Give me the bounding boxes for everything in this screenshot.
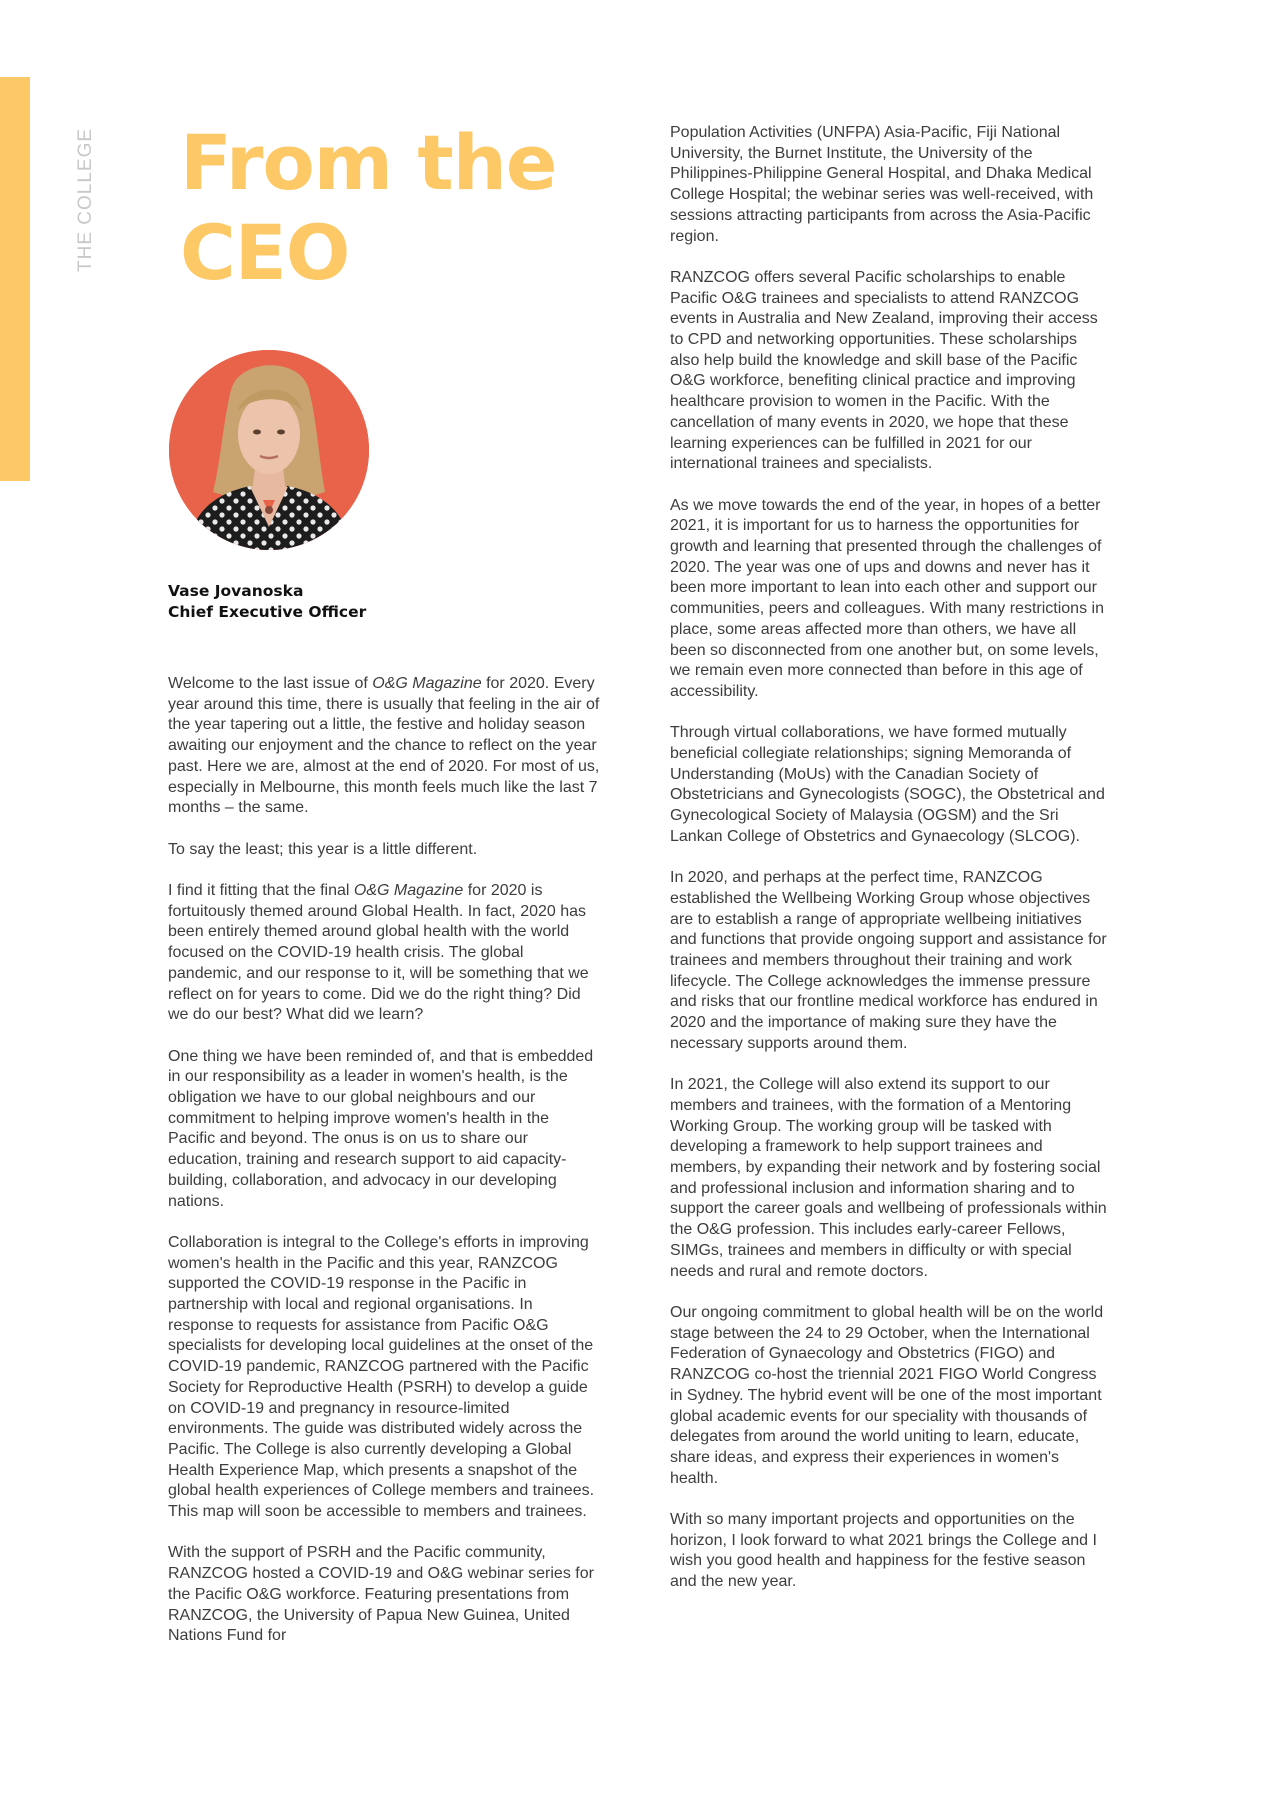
accent-sidebar-bar bbox=[0, 77, 30, 481]
author-byline bbox=[168, 581, 528, 623]
body-paragraph: Population Activities (UNFPA) Asia-Pacific, Fiji National University, the Burnet Institute, the University of the Philippines-Philippine General Hospital, and Dhaka Medical College Hospital; the webinar series was well-received, with sessions attracting participants from across the Asia-Pacific region. bbox=[670, 124, 1094, 245]
body-paragraph: In 2021, the College will also extend its support to our members and trainees, with the formation of a Mentoring Working Group. The working group will be tasked with developing a framework to help support trainees and members, by expanding their network and by fostering social and professional inclusion and information sharing and to support the career goals and wellbeing of professionals within the O&G profession. This includes early-career Fellows, SIMGs, trainees and members in difficulty or with special needs and rural and remote doctors. bbox=[670, 1076, 1107, 1280]
title-line-1: From the bbox=[180, 118, 557, 207]
body-paragraph: RANZCOG offers several Pacific scholarships to enable Pacific O&G trainees and specialists to attend RANZCOG events in Australia and New Zealand, improving their access to CPD and networking opportunities. These scholarships also help build the knowledge and skill base of the Pacific O&G workforce, benefiting clinical practice and improving healthcare provision to women in the Pacific. With the cancellation of many events in 2020, we hope that these learning experiences can be fulfilled in 2021 for our international trainees and specialists. bbox=[670, 268, 1098, 473]
body-paragraph: Through virtual collaborations, we have formed mutually beneficial collegiate relationships; signing Memoranda of Understanding (MoUs) with the Canadian Society of Obstetricians and Gynecologists (SOGC), the Obstetrical and Gynecological Society of Malaysia (OGSM) and the Sri Lankan College of Obstetrics and Gynaecology (SLCOG). bbox=[670, 724, 1105, 845]
article-column-right bbox=[670, 123, 1110, 1614]
body-paragraph: One thing we have been reminded of, and that is embedded in our responsibility as a leader in women's health, is the obligation we have to our global neighbours and our commitment to helping improve women's health in the Pacific and beyond. The onus is on us to share our education, training and research support to aid capacity-building, collaboration, and advocacy in our developing nations. bbox=[168, 1047, 594, 1210]
author-name: Vase Jovanoska bbox=[168, 582, 304, 600]
ceo-portrait bbox=[169, 350, 369, 550]
body-paragraph: Our ongoing commitment to global health will be on the world stage between the 24 to 29 October, when the International Federation of Gynaecology and Obstetrics (FIGO) and RANZCOG co-host the triennial 2021 FIGO World Congress in Sydney. The hybrid event will be one of the most important global academic events for our speciality with thousands of delegates from around the world uniting to learn, educate, share ideas, and express their experiences in women's health. bbox=[670, 1303, 1104, 1487]
page-title bbox=[180, 118, 600, 298]
magazine-title: O&G Magazine bbox=[372, 675, 482, 692]
magazine-title: O&G Magazine bbox=[353, 882, 464, 899]
title-line-2: CEO bbox=[180, 208, 350, 297]
author-role: Chief Executive Officer bbox=[168, 603, 367, 621]
ceo-portrait-image bbox=[169, 350, 369, 550]
body-paragraph: With so many important projects and opportunities on the horizon, I look forward to what 2021 brings the College and I wish you good health and happiness for the festive season and the new year. bbox=[670, 1511, 1097, 1591]
body-paragraph: As we move towards the end of the year, in hopes of a better 2021, it is important for us to harness the opportunities for growth and learning that presented through the challenges of 2020. The year was one of ups and downs and never has it been more important to lean into each other and support our communities, peers and colleagues. With many restrictions in place, some areas affected more than others, we have all been so disconnected from one another but, on some levels, we remain even more connected than before in this age of accessibility. bbox=[670, 496, 1104, 700]
article-column-left bbox=[168, 674, 600, 1668]
body-paragraph: Welcome to the last issue of O&G Magazine for 2020. Every year around this time, there is usually that feeling in the air of the year tapering out a little, the festive and holiday season awaiting our enjoyment and the chance to reflect on the year past. Here we are, almost at the end of 2020. For most of us, especially in Melbourne, this month feels much like the last 7 months – the same. bbox=[168, 675, 600, 817]
section-label: THE COLLEGE bbox=[75, 127, 96, 272]
body-paragraph: I find it fitting that the final O&G Magazine for 2020 is fortuitously themed around Global Health. In fact, 2020 has been entirely themed around global health with the world focused on the COVID-19 health crisis. The global pandemic, and our response to it, will be something that we reflect on for years to come. Did we do the right thing? Did we do our best? What did we learn? bbox=[168, 882, 589, 1024]
body-paragraph: With the support of PSRH and the Pacific community, RANZCOG hosted a COVID-19 and O&G webinar series for the Pacific O&G workforce. Featuring presentations from RANZCOG, the University of Papua New Guinea, United Nations Fund for bbox=[168, 1544, 594, 1645]
body-paragraph: Collaboration is integral to the College's efforts in improving women's health in the Pacific and this year, RANZCOG supported the COVID-19 response in the Pacific in partnership with local and regional organisations. In response to requests for assistance from Pacific O&G specialists for developing local guidelines at the onset of the COVID-19 pandemic, RANZCOG partnered with the Pacific Society for Reproductive Health (PSRH) to develop a guide on COVID-19 and pregnancy in resource-limited environments. The guide was distributed widely across the Pacific. The College is also currently developing a Global Health Experience Map, which presents a snapshot of the global health experiences of College members and trainees. This map will soon be accessible to members and trainees. bbox=[168, 1233, 595, 1521]
body-paragraph: In 2020, and perhaps at the perfect time, RANZCOG established the Wellbeing Working Group whose objectives are to establish a range of appropriate wellbeing initiatives and functions that provide ongoing support and assistance for trainees and members throughout their training and work lifecycle. The College acknowledges the immense pressure and risks that our frontline medical workforce has endured in 2020 and the importance of making sure they have the necessary supports around them. bbox=[670, 869, 1107, 1052]
body-paragraph: To say the least; this year is a little different. bbox=[168, 840, 478, 858]
